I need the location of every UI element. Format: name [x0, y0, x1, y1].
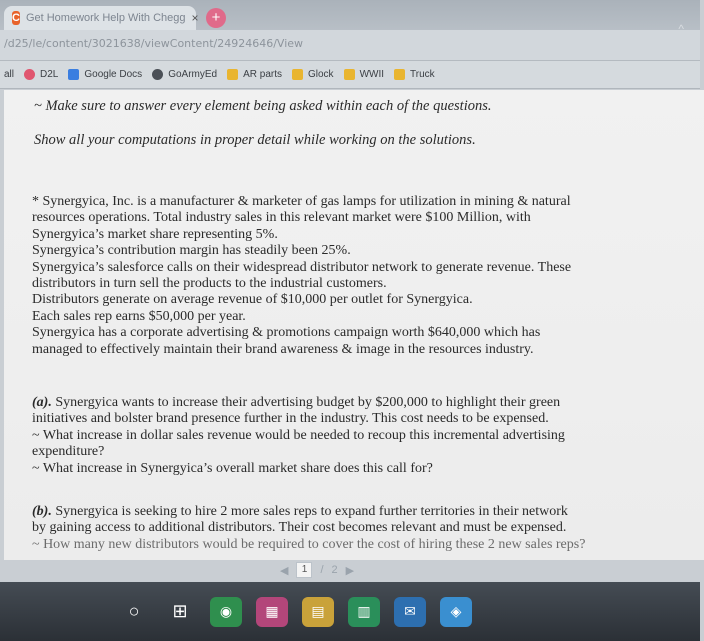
- close-tab-icon[interactable]: ×: [191, 11, 199, 25]
- mail-icon[interactable]: ✉: [394, 597, 426, 627]
- bookmark-label: Truck: [410, 69, 435, 80]
- intro-line: resources operations. Total industry sales in this relevant market were $100 Million, with: [32, 210, 531, 226]
- bookmark-wwii[interactable]: [344, 69, 384, 80]
- new-tab-button[interactable]: +: [206, 8, 226, 28]
- bookmark-label: GoArmyEd: [168, 69, 218, 80]
- question-part-a: [32, 395, 657, 477]
- page-separator: /: [320, 564, 324, 576]
- instruction-show-work: Show all your computations in proper detail while working on the solutions.: [34, 132, 476, 148]
- store-icon[interactable]: ◈: [440, 597, 472, 627]
- case-intro-paragraph: [32, 194, 657, 358]
- chegg-favicon-icon: C: [12, 12, 20, 24]
- intro-line: Each sales rep earns $50,000 per year.: [32, 308, 246, 324]
- taskbar-dock: [0, 582, 700, 641]
- next-page-icon[interactable]: ▶: [345, 564, 355, 577]
- files-icon[interactable]: ▤: [302, 597, 334, 627]
- bookmark-goarmyed[interactable]: [152, 69, 217, 80]
- bookmark-label: D2L: [40, 69, 59, 80]
- tab-title: Get Homework Help With Chegg: [25, 12, 186, 24]
- address-bar[interactable]: [0, 30, 700, 61]
- bookmarks-bar: [0, 61, 700, 89]
- tab-strip: [0, 0, 700, 30]
- current-page-input[interactable]: 1: [296, 562, 312, 578]
- url-text[interactable]: /d25/le/content/3021638/viewContent/24924646/View: [4, 37, 304, 50]
- intro-line: Synergyica’s contribution margin has steadily been 25%.: [32, 243, 351, 259]
- bookmark-label: Glock: [308, 69, 334, 80]
- part-b-line: ~ How many new distributors would be required to cover the cost of hiring these 2 new sales reps?: [32, 536, 586, 552]
- task-view-icon[interactable]: ⊞: [172, 601, 188, 621]
- photos-icon[interactable]: ▦: [256, 597, 288, 627]
- part-a-line: ~ What increase in dollar sales revenue would be needed to recoup this incremental advertising: [32, 427, 565, 443]
- part-b-label: (b).: [32, 504, 52, 519]
- intro-line: * Synergyica, Inc. is a manufacturer & marketer of gas lamps for utilization in mining & natural: [32, 194, 571, 209]
- bookmark-all[interactable]: [4, 69, 14, 80]
- document-page: [4, 90, 704, 560]
- chrome-icon[interactable]: ◉: [210, 597, 242, 627]
- bookmark-d2l[interactable]: [24, 69, 58, 80]
- bookmark-ar-parts[interactable]: [227, 69, 282, 80]
- intro-line: Distributors generate on average revenue of $10,000 per outlet for Synergyica.: [32, 292, 473, 308]
- instruction-answer-all: ~ Make sure to answer every element being asked within each of the questions.: [34, 98, 492, 114]
- intro-line: Synergyica has a corporate advertising & promotions campaign worth $640,000 which has: [32, 325, 541, 341]
- folder-icon: [394, 69, 405, 80]
- prev-page-icon[interactable]: ◀: [280, 564, 289, 577]
- browser-tab[interactable]: [4, 6, 199, 30]
- intro-line: distributors in turn sell the products to the industrial customers.: [32, 276, 387, 292]
- bookmark-label: AR parts: [243, 69, 282, 80]
- part-a-line: Synergyica wants to increase their advertising budget by $200,000 to highlight their green: [51, 395, 561, 410]
- bookmark-favicon-icon: [68, 69, 79, 80]
- bookmark-favicon-icon: [24, 69, 35, 80]
- bookmark-truck[interactable]: [394, 69, 435, 80]
- bookmark-favicon-icon: [152, 69, 163, 80]
- bookmark-google-docs[interactable]: [68, 69, 142, 80]
- page-navigator: [280, 562, 354, 578]
- intro-line: Synergyica’s salesforce calls on their widespread distributor network to generate revenue. These: [32, 259, 572, 275]
- part-b-line: Synergyica is seeking to hire 2 more sales reps to expand further territories in their network: [51, 504, 568, 519]
- bookmark-glock[interactable]: [292, 69, 334, 80]
- question-part-b: [32, 504, 657, 553]
- chevron-up-icon[interactable]: ^: [678, 22, 684, 36]
- sheets-icon[interactable]: ▥: [348, 597, 380, 627]
- search-icon[interactable]: ○: [128, 601, 140, 621]
- part-a-label: (a).: [32, 395, 52, 410]
- part-b-line: by gaining access to additional distributors. Their cost becomes relevant and must be expensed.: [32, 520, 567, 536]
- part-a-line: initiatives and bolster brand presence further in the industry. This cost needs to be expensed.: [32, 411, 549, 427]
- part-a-line: expenditure?: [32, 444, 105, 460]
- folder-icon: [227, 69, 238, 80]
- part-a-line: ~ What increase in Synergyica’s overall market share does this call for?: [32, 460, 433, 476]
- intro-line: Synergyica’s market share representing 5%.: [32, 226, 278, 242]
- bookmark-label: WWII: [359, 69, 384, 80]
- bookmark-label: Google Docs: [84, 69, 143, 80]
- folder-icon: [292, 69, 303, 80]
- intro-line: managed to effectively maintain their brand awareness & image in the resources industry.: [32, 341, 534, 357]
- bookmark-label: all: [4, 69, 15, 80]
- folder-icon: [344, 69, 355, 80]
- total-pages: 2: [331, 564, 338, 576]
